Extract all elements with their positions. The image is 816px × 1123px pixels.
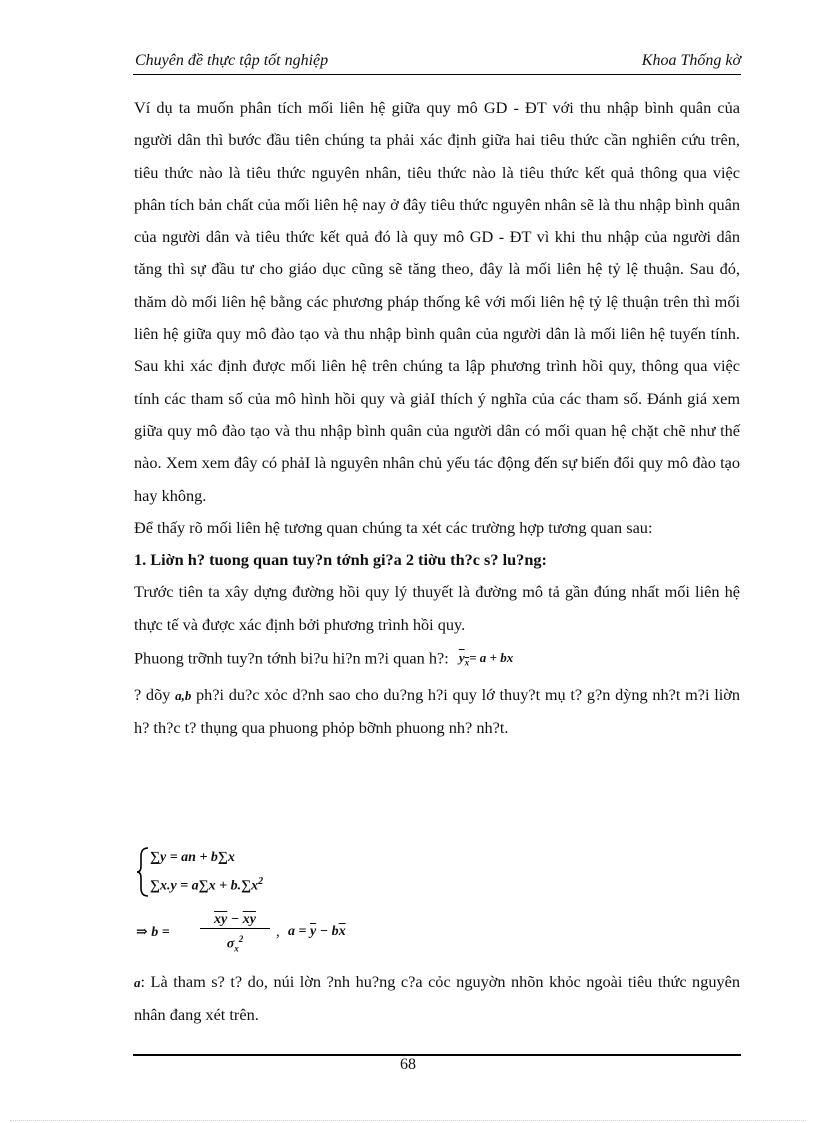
paragraph-where: ? dõy a,b ph?i du?c xỏc d?nh sao cho du?ng h?i quy lớ thuy?t mụ t? g?n dỳng nh?t m?i liờn h? th?c t? thụng qua phuong phỏp bỡnh phuong nh? nh?t. [134,684,740,738]
regression-equation [459,641,513,679]
symbol-a: a [134,975,141,990]
page-number: 68 [400,1056,416,1073]
linear-equation-label: Phuong trỡnh tuy?n tớnh bi?u hi?n m?i quan h?: [134,648,449,668]
eq-rhs: = a + bx [469,650,514,666]
section-heading: 1. Liờn h? tuong quan tuy?n tớnh gi?a 2 tiờu th?c s? lu?ng: [134,550,547,570]
parameter-formula: ⇒ b = $\frac{\overline{xy} - \overline{x}\overline{y}}{\sigma_x^2}$ , $a = \overline{y} - b\overline{x}$ [136,912,396,958]
params-ab: a,b [175,687,192,703]
brace-icon [136,846,150,898]
paragraph-a-explanation: a: Là tham s? t? do, núi lờn ?nh hu?ng c?a cỏc nguyờn nhõn khỏc ngoài tiêu thức nguyên nhân đang xét trên. [134,972,740,1025]
document-body [134,92,740,745]
fraction-denominator: $\sigma_x^2$ [226,934,244,954]
paragraph-intro-cases: Để thấy rõ mối liên hệ tương quan chúng ta xét các trường hợp tương quan sau: [134,517,653,537]
page-bottom-dotted-line [10,1120,806,1121]
eq-y: $y_x$ [458,650,470,668]
normal-equations-system [136,846,436,898]
paragraph-example: Ví dụ ta muốn phân tích mối liên hệ giữa quy mô GD - ĐT với thu nhập bình quân của người dân thì bước đầu tiên chúng ta phải xác định giữa hai tiêu thức cần nghiên cứu trên, tiêu thức nào là tiêu thức nguyên nhân, tiêu thức nào là tiêu thức kết quả thông qua việc phân tích bản chất của mối liên hệ nay ở đây tiêu thức nguyên nhân sẽ là thu nhập bình quân của người dân và tiêu thức kết quả đó là quy mô GD - ĐT vì khi thu nhập của người dân tăng thì sự đầu tư cho giáo dục cũng sẽ tăng theo, đây là mối liên hệ tỷ lệ thuận. Sau đó, thăm dò mối liên hệ bằng các phương pháp thống kê với mối liên hệ tỷ lệ thuận trên thì mối liên hệ giữa quy mô đào tạo và thu nhập bình quân của người dân là mối liên hệ tuyến tính. Sau khi xác định được mối liên hệ trên chúng ta lập phương trình hồi quy, thông qua việc tính các tham số của mô hình hồi quy và giảI thích ý nghĩa của các tham số. Đánh giá xem giữa quy mô đào tạo và thu nhập bình quân của người dân có mối quan hệ chặt chẽ như thế nào. Xem xem đây có phảI là nguyên nhân chủ yếu tác động đến sự biến đổi quy mô đào tạo hay không. [134,98,740,505]
implies-b: ⇒ b = [136,925,170,940]
fraction-numerator: $\overline{xy} - \overline{x}\overline{y}$ [200,912,270,929]
paragraph-regression: Trước tiên ta xây dựng đường hồi quy lý thuyết là đường mô tả gần đúng nhất mối liên hệ thực tế và được xác định bởi phương trình hồi quy. [134,582,740,634]
page-header [133,50,741,74]
fraction [200,912,270,958]
header-department: Khoa Thống kờ [641,52,741,69]
equation-line-1: ∑y = an + b∑x [150,850,235,865]
equation-line-2: $\sum x.y = a\sum x + b.\sum x^2$ [150,876,264,894]
linear-equation-line [134,641,740,679]
a-formula: $a = \overline{y} - b\overline{x}$ [288,924,346,939]
header-rule [133,74,741,75]
header-title: Chuyên đề thực tập tốt nghiệp [135,52,329,69]
